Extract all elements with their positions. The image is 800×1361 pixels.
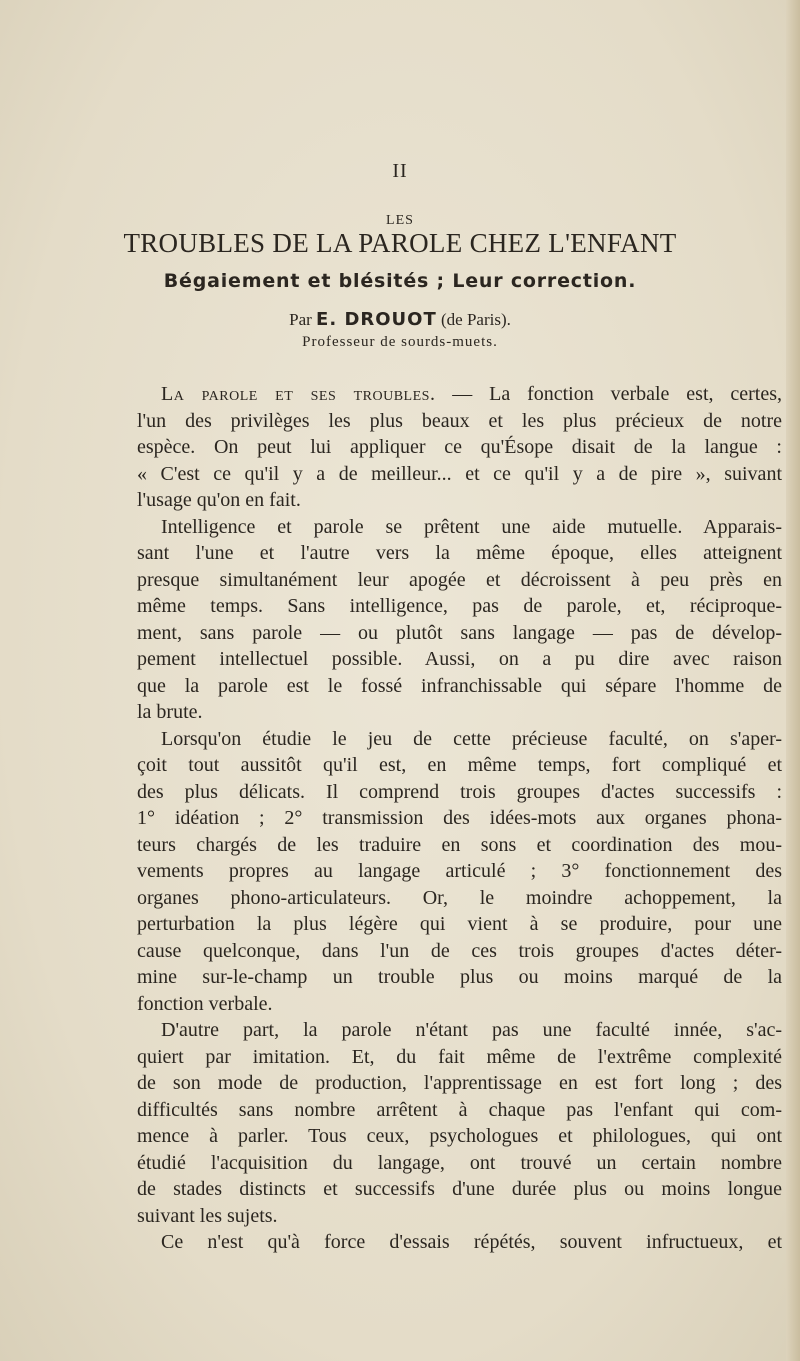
text-line: pement intellectuel possible. Aussi, on a pu dire avec raison: [137, 648, 782, 670]
byline: [0, 309, 800, 330]
text-line: 1° idéation ; 2° transmission des idées-mots aux organes phona-: [137, 807, 782, 829]
text-line: de stades distincts et successifs d'une durée plus ou moins longue: [137, 1178, 782, 1200]
text-line: sant l'une et l'autre vers la même époque, elles atteignent: [137, 542, 782, 564]
title-prefix: LES: [386, 213, 414, 228]
text-line: que la parole est le fossé infranchissable qui sépare l'homme de: [137, 674, 782, 697]
text-line: l'usage qu'on en fait.: [137, 489, 301, 511]
text-line: l'un des privilèges les plus beaux et les plus précieux de notre: [137, 409, 782, 432]
text-line: çoit tout aussitôt qu'il est, en même temps, fort compliqué et: [137, 754, 782, 776]
text-line: de son mode de production, l'apprentissage en est fort long ; des: [137, 1072, 782, 1094]
text-line: organes phono-articulateurs. Or, le moindre achoppement, la: [137, 886, 782, 909]
text-line: même temps. Sans intelligence, pas de parole, et, réciproque-: [137, 595, 782, 617]
text-line: mence à parler. Tous ceux, psychologues et philologues, qui ont: [137, 1125, 782, 1147]
text-line: difficultés sans nombre arrêtent à chaque pas l'enfant qui com-: [137, 1098, 782, 1121]
text-line: D'autre part, la parole n'étant pas une faculté innée, s'ac-: [161, 1019, 782, 1041]
author-profession: Professeur de sourds-muets.: [302, 334, 498, 350]
text-line: suivant les sujets.: [137, 1204, 278, 1227]
text-line: étudié l'acquisition du langage, ont trouvé un certain nombre: [137, 1151, 782, 1174]
text-line: ment, sans parole — ou plutôt sans langage — pas de dévelop-: [137, 621, 782, 644]
body-text: [137, 381, 782, 1256]
text-line: « C'est ce qu'il y a de meilleur... et ce qu'il y a de pire », suivant: [137, 462, 782, 485]
section-heading: La parole et ses troubles.: [161, 383, 436, 405]
chapter-number: II: [392, 160, 408, 182]
text-line: perturbation la plus légère qui vient à se produire, pour une: [137, 913, 782, 935]
text-line: Intelligence et parole se prêtent une aide mutuelle. Apparais-: [161, 515, 782, 538]
text-line: cause quelconque, dans l'un de ces trois groupes d'actes déter-: [137, 939, 782, 962]
text-line: des plus délicats. Il comprend trois groupes d'actes successifs :: [137, 780, 782, 803]
text-line: presque simultanément leur apogée et décroissent à peu près en: [137, 568, 782, 591]
author-name: E. DROUOT: [316, 309, 437, 330]
text-line: teurs chargés de les traduire en sons et coordination des mou-: [137, 833, 782, 856]
text-line: Lorsqu'on étudie le jeu de cette précieuse faculté, on s'aper-: [161, 727, 782, 750]
text-line: Ce n'est qu'à force d'essais répétés, souvent infructueux, et: [161, 1231, 782, 1253]
text-line: La parole et ses troubles. — La fonction verbale est, certes,: [161, 383, 782, 405]
article-subtitle: Bégaiement et blésités ; Leur correction.: [163, 270, 637, 292]
text-line: mine sur-le-champ un trouble plus ou moins marqué de la: [137, 966, 782, 988]
page-edge-shadow: [786, 0, 800, 1361]
text-line: la brute.: [137, 701, 203, 723]
text-line: quiert par imitation. Et, du fait même de l'extrême complexité: [137, 1045, 782, 1068]
text-line: espèce. On peut lui appliquer ce qu'Ésope disait de la langue :: [137, 436, 782, 458]
byline-prefix: Par: [289, 310, 312, 329]
author-location: (de Paris).: [441, 310, 511, 329]
text-line: vements propres au langage articulé ; 3° fonctionnement des: [137, 860, 782, 882]
article-title: TROUBLES DE LA PAROLE CHEZ L'ENFANT: [123, 228, 677, 258]
text-line: fonction verbale.: [137, 992, 273, 1015]
